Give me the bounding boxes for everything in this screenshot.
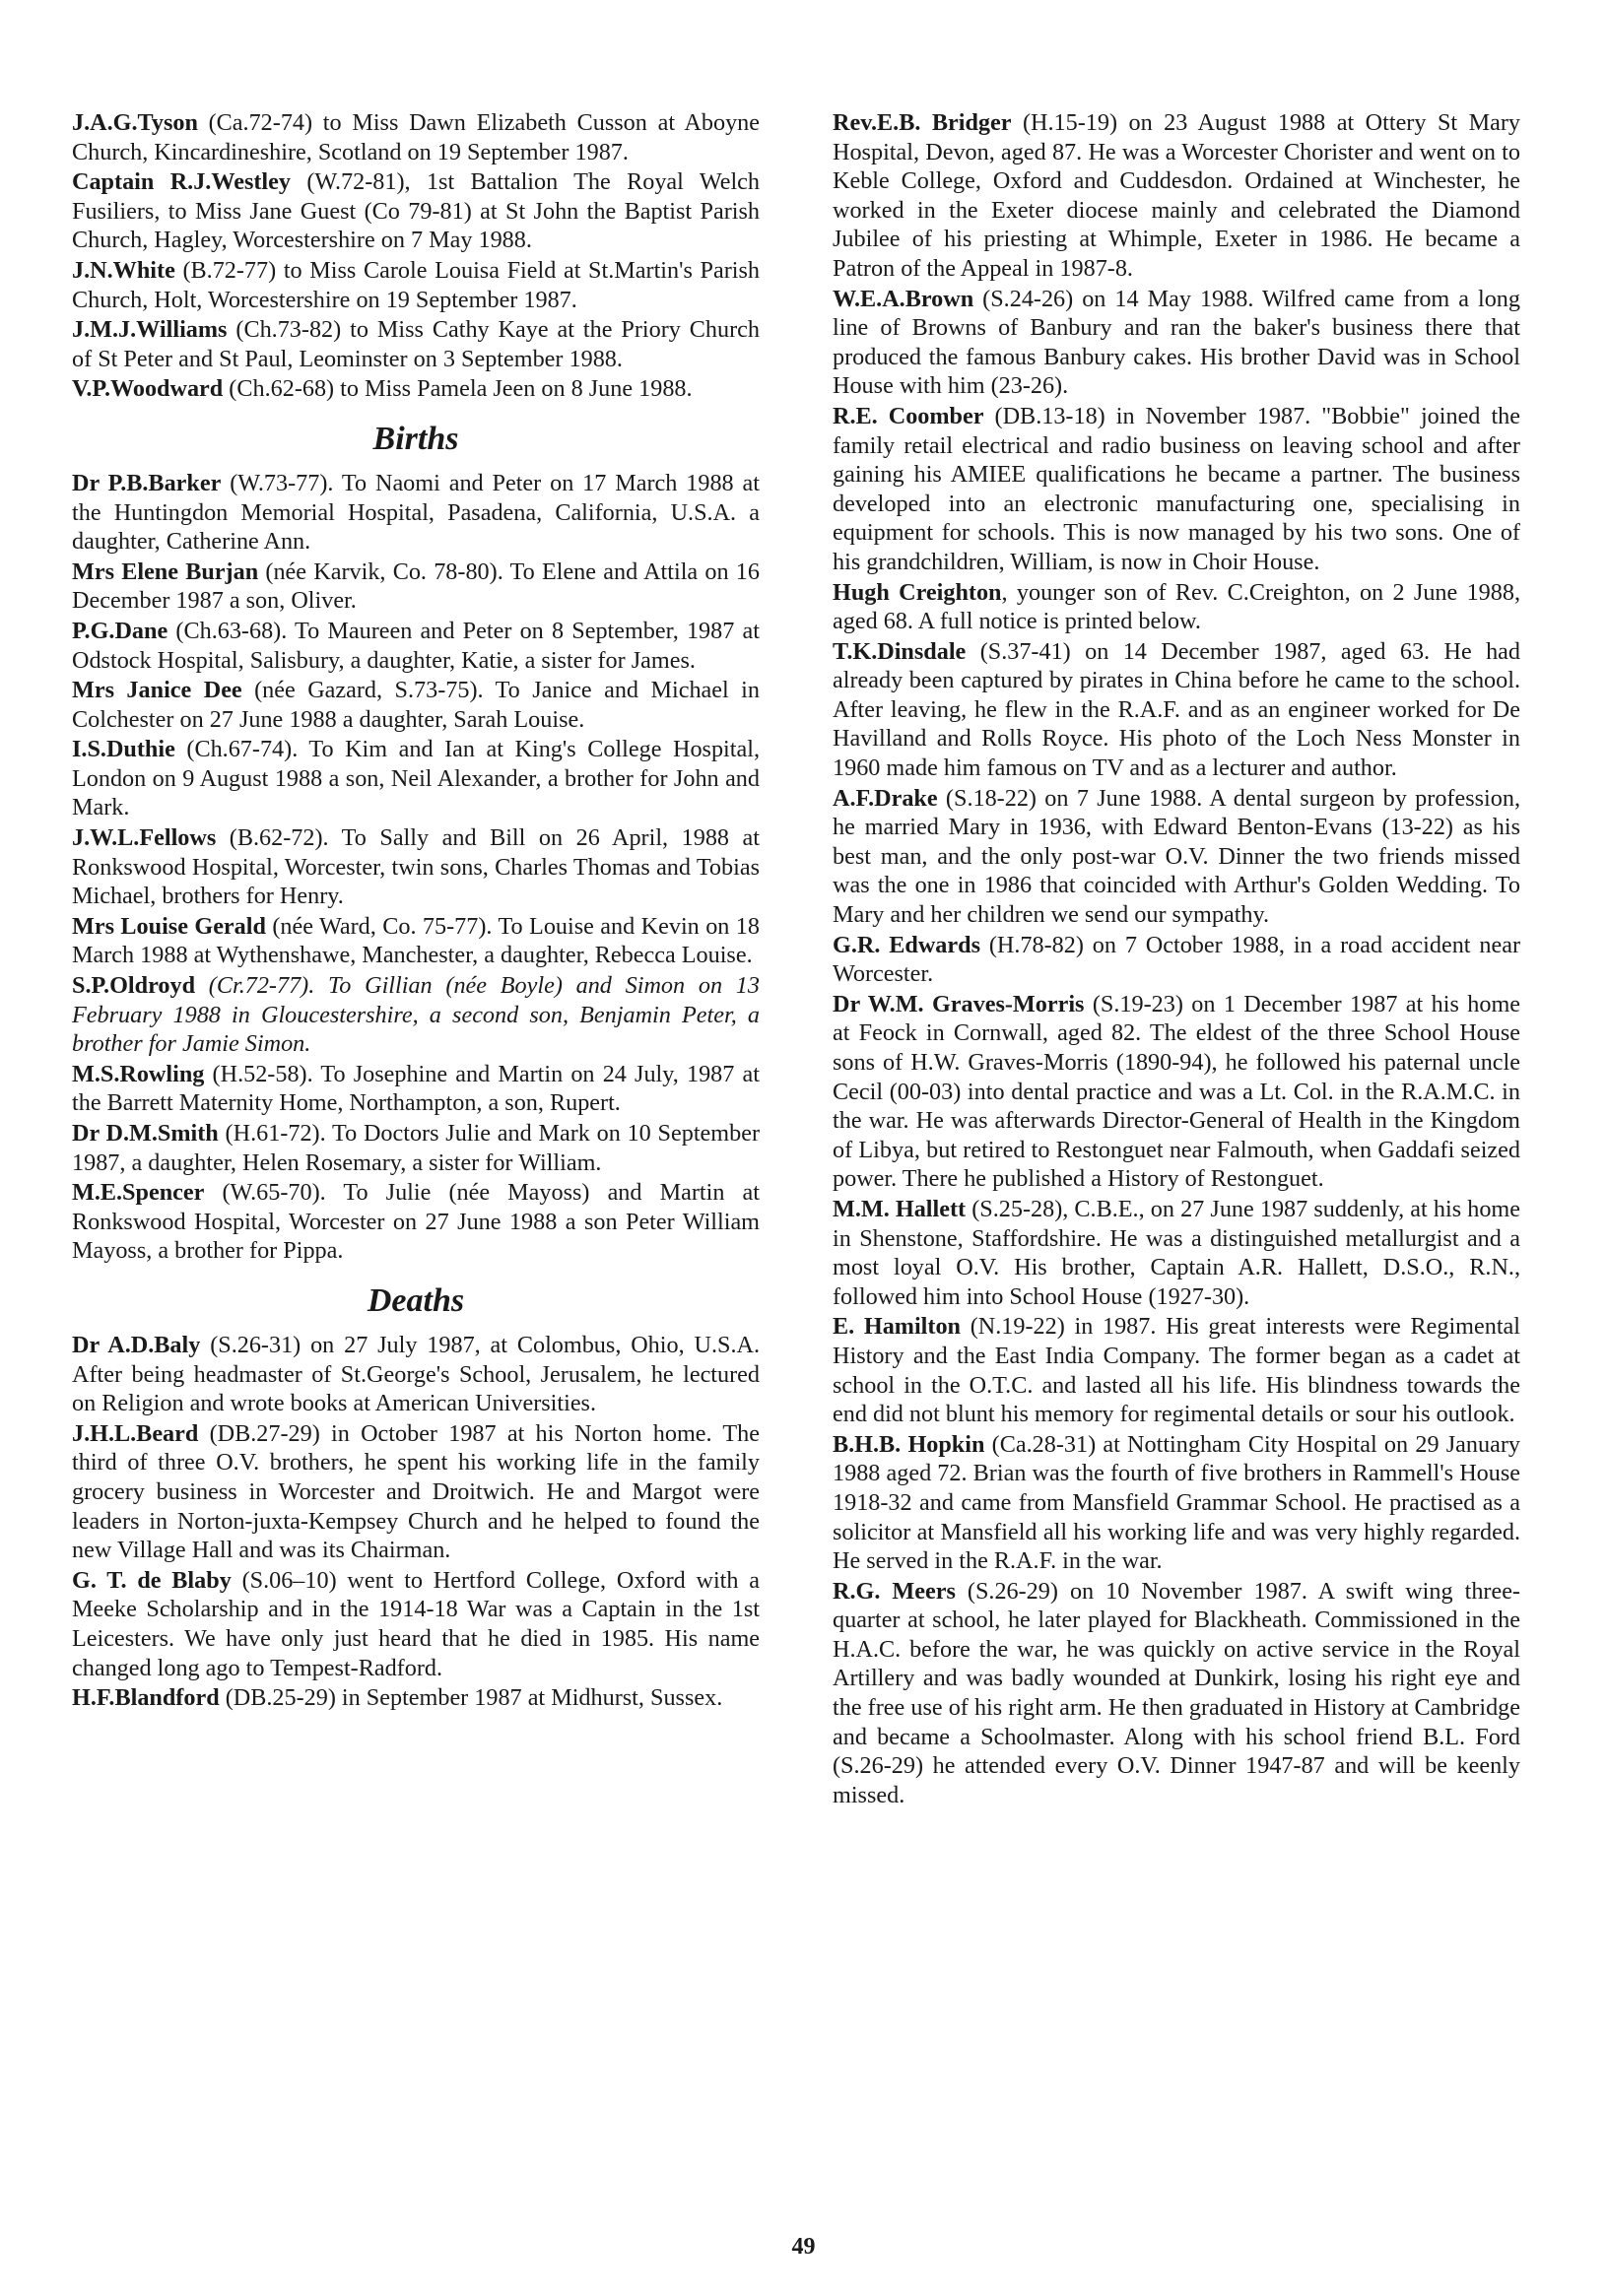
death-entry <box>72 1566 760 1682</box>
death-entry <box>833 578 1520 636</box>
entry-name: J.M.J.Williams <box>72 316 228 344</box>
entry-text: (B.72-77) to Miss Carole Louisa Field at St.Martin's Parish Church, Holt, Worcestershire on 19 September 1987. <box>72 256 760 313</box>
entry-text: (H.52-58). To Josephine and Martin on 24 July, 1987 at the Barrett Maternity Home, Northampton, a son, Rupert. <box>72 1060 760 1117</box>
entry-name: Dr D.M.Smith <box>72 1120 219 1147</box>
birth-entry <box>72 676 760 734</box>
entry-text: (Ch.63-68). To Maureen and Peter on 8 September, 1987 at Odstock Hospital, Salisbury, a daughter, Katie, a sister for James. <box>72 617 760 674</box>
birth-entry <box>72 469 760 557</box>
entry-name: B.H.B. Hopkin <box>833 1430 985 1458</box>
entry-name: E. Hamilton <box>833 1313 961 1341</box>
death-entry <box>833 990 1520 1194</box>
entry-text: (Ca.28-31) at Nottingham City Hospital on 29 January 1988 aged 72. Brian was the fourth of five brothers in Rammell's House 1918-32 and came from Mansfield Grammar School. He practised as a solicitor at Mansfield all his working life and was very highly regarded. He served in the R.A.F. in the war. <box>833 1430 1520 1575</box>
birth-entry <box>72 1119 760 1177</box>
entry-text: (née Ward, Co. 75-77). To Louise and Kevin on 18 March 1988 at Wythenshawe, Manchester, a daughter, Rebecca Louise. <box>72 912 760 969</box>
entry-text: (H.15-19) on 23 August 1988 at Ottery St Mary Hospital, Devon, aged 87. He was a Worcester Chorister and went on to Keble College, Oxford and Cuddesdon. Ordained at Winchester, he worked in the Exeter diocese mainly and celebrated the Diamond Jubilee of his priesting at Whimple, Exeter in 1986. He became a Patron of the Appeal in 1987-8. <box>833 109 1520 282</box>
birth-entry <box>72 735 760 822</box>
entry-name: Mrs Louise Gerald <box>72 912 266 940</box>
left-column <box>72 108 760 1713</box>
entry-name: P.G.Dane <box>72 617 168 644</box>
marriage-entry <box>72 167 760 255</box>
marriage-entry <box>72 315 760 373</box>
births-heading: Births <box>372 420 459 457</box>
entry-text: (S.37-41) on 14 December 1987, aged 63. He had already been captured by pirates in China before he came to the school. After leaving, he flew in the R.A.F. and as an engineer worked for De Havilland and Rolls Royce. His photo of the Loch Ness Monster in 1960 made him famous on TV and as a lecturer and author. <box>833 637 1520 782</box>
entry-text: (H.78-82) on 7 October 1988, in a road accident near Worcester. <box>833 931 1521 988</box>
page-number: 49 <box>791 2234 816 2260</box>
entry-name: R.G. Meers <box>833 1577 956 1605</box>
entry-name: Mrs Janice Dee <box>72 677 242 704</box>
entry-name: H.F.Blandford <box>72 1684 220 1712</box>
entry-text: (Ch.67-74). To Kim and Ian at King's College Hospital, London on 9 August 1988 a son, Neil Alexander, a brother for John and Mark. <box>72 736 760 821</box>
birth-entry <box>72 912 760 970</box>
death-entry <box>72 1683 760 1713</box>
entry-name: G.R. Edwards <box>833 931 980 958</box>
entry-name: Dr A.D.Baly <box>72 1331 201 1358</box>
death-entry <box>833 1312 1520 1428</box>
deaths-list-left <box>72 1331 760 1713</box>
entry-name: Hugh Creighton <box>833 578 1002 606</box>
entry-name: A.F.Drake <box>833 784 938 812</box>
birth-entry <box>72 617 760 675</box>
entry-name: T.K.Dinsdale <box>833 637 967 665</box>
entry-text: (H.61-72). To Doctors Julie and Mark on 10 September 1987, a daughter, Helen Rosemary, a sister for William. <box>72 1120 760 1176</box>
death-entry <box>833 784 1520 930</box>
death-entry <box>833 1195 1520 1311</box>
death-entry <box>833 637 1520 783</box>
birth-entry <box>72 1060 760 1118</box>
entry-text: (Ca.72-74) to Miss Dawn Elizabeth Cusson at Aboyne Church, Kincardineshire, Scotland on 19 September 1987. <box>72 109 760 165</box>
entry-text: (B.62-72). To Sally and Bill on 26 April, 1988 at Ronkswood Hospital, Worcester, twin sons, Charles Thomas and Tobias Michael, brothers for Henry. <box>72 824 760 910</box>
entry-text: (S.19-23) on 1 December 1987 at his home at Feock in Cornwall, aged 82. The eldest of the three School House sons of H.W. Graves-Morris (1890-94), he followed his paternal uncle Cecil (00-03) into dental practice and was a Lt. Col. in the R.A.M.C. in the war. He was afterwards Director-General of Health in the Kingdom of Libya, but retired to Restonguet near Falmouth, when Gaddafi seized power. There he published a History of Restonguet. <box>833 990 1520 1193</box>
entry-text: (Cr.72-77). To Gillian (née Boyle) and Simon on 13 February 1988 in Gloucestershire, a second son, Benjamin Peter, a brother for Jamie Simon. <box>72 972 760 1058</box>
marriage-entry <box>72 374 760 404</box>
entry-name: G. T. de Blaby <box>72 1566 232 1594</box>
entry-name: Captain R.J.Westley <box>72 168 291 196</box>
entry-text: , younger son of Rev. C.Creighton, on 2 June 1988, aged 68. A full notice is printed below. <box>833 578 1520 635</box>
entry-text: (W.72-81), 1st Battalion The Royal Welch Fusiliers, to Miss Jane Guest (Co 79-81) at St John the Baptist Parish Church, Hagley, Worcestershire on 7 May 1988. <box>72 168 760 254</box>
death-entry <box>833 285 1520 401</box>
marriage-entry <box>72 108 760 166</box>
death-entry <box>833 1430 1520 1576</box>
entry-text: (S.06–10) went to Hertford College, Oxford with a Meeke Scholarship and in the 1914-18 War was a Captain in the 1st Leicesters. We have only just heard that he died in 1985. His name changed long ago to Tempest-Radford. <box>72 1566 760 1681</box>
entry-name: S.P.Oldroyd <box>72 972 196 1000</box>
entry-name: Dr W.M. Graves-Morris <box>833 990 1085 1017</box>
marriages-list <box>72 108 760 404</box>
entry-name: Rev.E.B. Bridger <box>833 109 1012 136</box>
entry-name: J.W.L.Fellows <box>72 824 217 852</box>
entry-text: (S.25-28), C.B.E., on 27 June 1987 suddenly, at his home in Shenstone, Staffordshire. He was a distinguished metallurgist and a most loyal O.V. His brother, Captain A.R. Hallett, D.S.O., R.N., followed him into School House (1927-30). <box>833 1195 1520 1310</box>
entry-name: J.H.L.Beard <box>72 1419 199 1447</box>
entry-name: M.E.Spencer <box>72 1179 205 1207</box>
entry-name: J.N.White <box>72 256 175 284</box>
death-entry <box>833 931 1520 989</box>
death-entry <box>833 108 1520 284</box>
entry-text: (née Karvik, Co. 78-80). To Elene and Attila on 16 December 1987 a son, Oliver. <box>72 558 760 615</box>
entry-name: M.M. Hallett <box>833 1195 967 1222</box>
entry-text: (DB.13-18) in November 1987. "Bobbie" joined the family retail electrical and radio business on leaving school and after gaining his AMIEE qualifications he became a partner. The business developed into an electronic manufacturing one, specialising in equipment for schools. This is now managed by his two sons. One of his grandchildren, William, is now in Choir House. <box>833 402 1521 575</box>
entry-text: (DB.25-29) in September 1987 at Midhurst, Sussex. <box>219 1684 723 1712</box>
entry-text: (S.26-29) on 10 November 1987. A swift wing three-quarter at school, he later played for Blackheath. Commissioned in the H.A.C. before the war, he was quickly on active service in the Royal Artillery and was badly wounded at Dunkirk, losing his right eye and the free use of his right arm. He then graduated in History at Cambridge and became a Schoolmaster. Along with his school friend B.L. Ford (S.26-29) he attended every O.V. Dinner 1947-87 and will be keenly missed. <box>833 1577 1520 1808</box>
births-list <box>72 469 760 1266</box>
entry-text: (W.65-70). To Julie (née Mayoss) and Martin at Ronkswood Hospital, Worcester on 27 June 1988 a son Peter William Mayoss, a brother for Pippa. <box>72 1179 760 1265</box>
deaths-list-right <box>833 108 1520 1809</box>
right-column <box>833 108 1520 1809</box>
entry-text: (Ch.73-82) to Miss Cathy Kaye at the Priory Church of St Peter and St Paul, Leominster on 3 September 1988. <box>72 316 760 372</box>
birth-entry <box>72 971 760 1059</box>
birth-entry <box>72 823 760 911</box>
birth-entry <box>72 1178 760 1266</box>
entry-name: R.E. Coomber <box>833 402 984 429</box>
death-entry <box>72 1419 760 1565</box>
entry-text: (DB.27-29) in October 1987 at his Norton home. The third of three O.V. brothers, he spent his working life in the family grocery business in Worcester and Droitwich. He and Margot were leaders in Norton-juxta-Kempsey Church and he helped to found the new Village Hall and was its Chairman. <box>72 1419 760 1564</box>
entry-name: J.A.G.Tyson <box>72 109 198 136</box>
deaths-heading: Deaths <box>367 1281 465 1319</box>
entry-text: (S.18-22) on 7 June 1988. A dental surgeon by profession, he married Mary in 1936, with Edward Benton-Evans (13-22) as his best man, and the only post-war O.V. Dinner the two friends missed was the one in 1986 that coincided with Arthur's Golden Wedding. To Mary and her children we send our sympathy. <box>833 784 1520 929</box>
entry-text: (S.24-26) on 14 May 1988. Wilfred came from a long line of Browns of Banbury and ran the baker's business there that produced the famous Banbury cakes. His brother David was in School House with him (23-26). <box>833 285 1520 400</box>
entry-text: (S.26-31) on 27 July 1987, at Colombus, Ohio, U.S.A. After being headmaster of St.George's School, Jerusalem, he lectured on Religion and wrote books at American Universities. <box>72 1331 760 1417</box>
entry-name: Dr P.B.Barker <box>72 469 222 496</box>
entry-text: (Ch.62-68) to Miss Pamela Jeen on 8 June 1988. <box>223 375 693 403</box>
entry-name: W.E.A.Brown <box>833 285 974 312</box>
death-entry <box>833 1577 1520 1810</box>
death-entry <box>833 402 1520 577</box>
entry-name: I.S.Duthie <box>72 736 175 763</box>
entry-name: M.S.Rowling <box>72 1060 205 1087</box>
entry-name: Mrs Elene Burjan <box>72 558 259 585</box>
entry-name: V.P.Woodward <box>72 375 224 403</box>
entry-text: (W.73-77). To Naomi and Peter on 17 March 1988 at the Huntingdon Memorial Hospital, Pasadena, California, U.S.A. a daughter, Catherine Ann. <box>72 469 760 556</box>
birth-entry <box>72 558 760 616</box>
marriage-entry <box>72 256 760 314</box>
entry-text: (N.19-22) in 1987. His great interests were Regimental History and the East India Company. The former began as a cadet at school in the O.T.C. and lasted all his life. His blindness towards the end did not blunt his memory for regimental details or sour his outlook. <box>833 1313 1520 1428</box>
entry-text: (née Gazard, S.73-75). To Janice and Michael in Colchester on 27 June 1988 a daughter, Sarah Louise. <box>72 677 760 733</box>
death-entry <box>72 1331 760 1418</box>
